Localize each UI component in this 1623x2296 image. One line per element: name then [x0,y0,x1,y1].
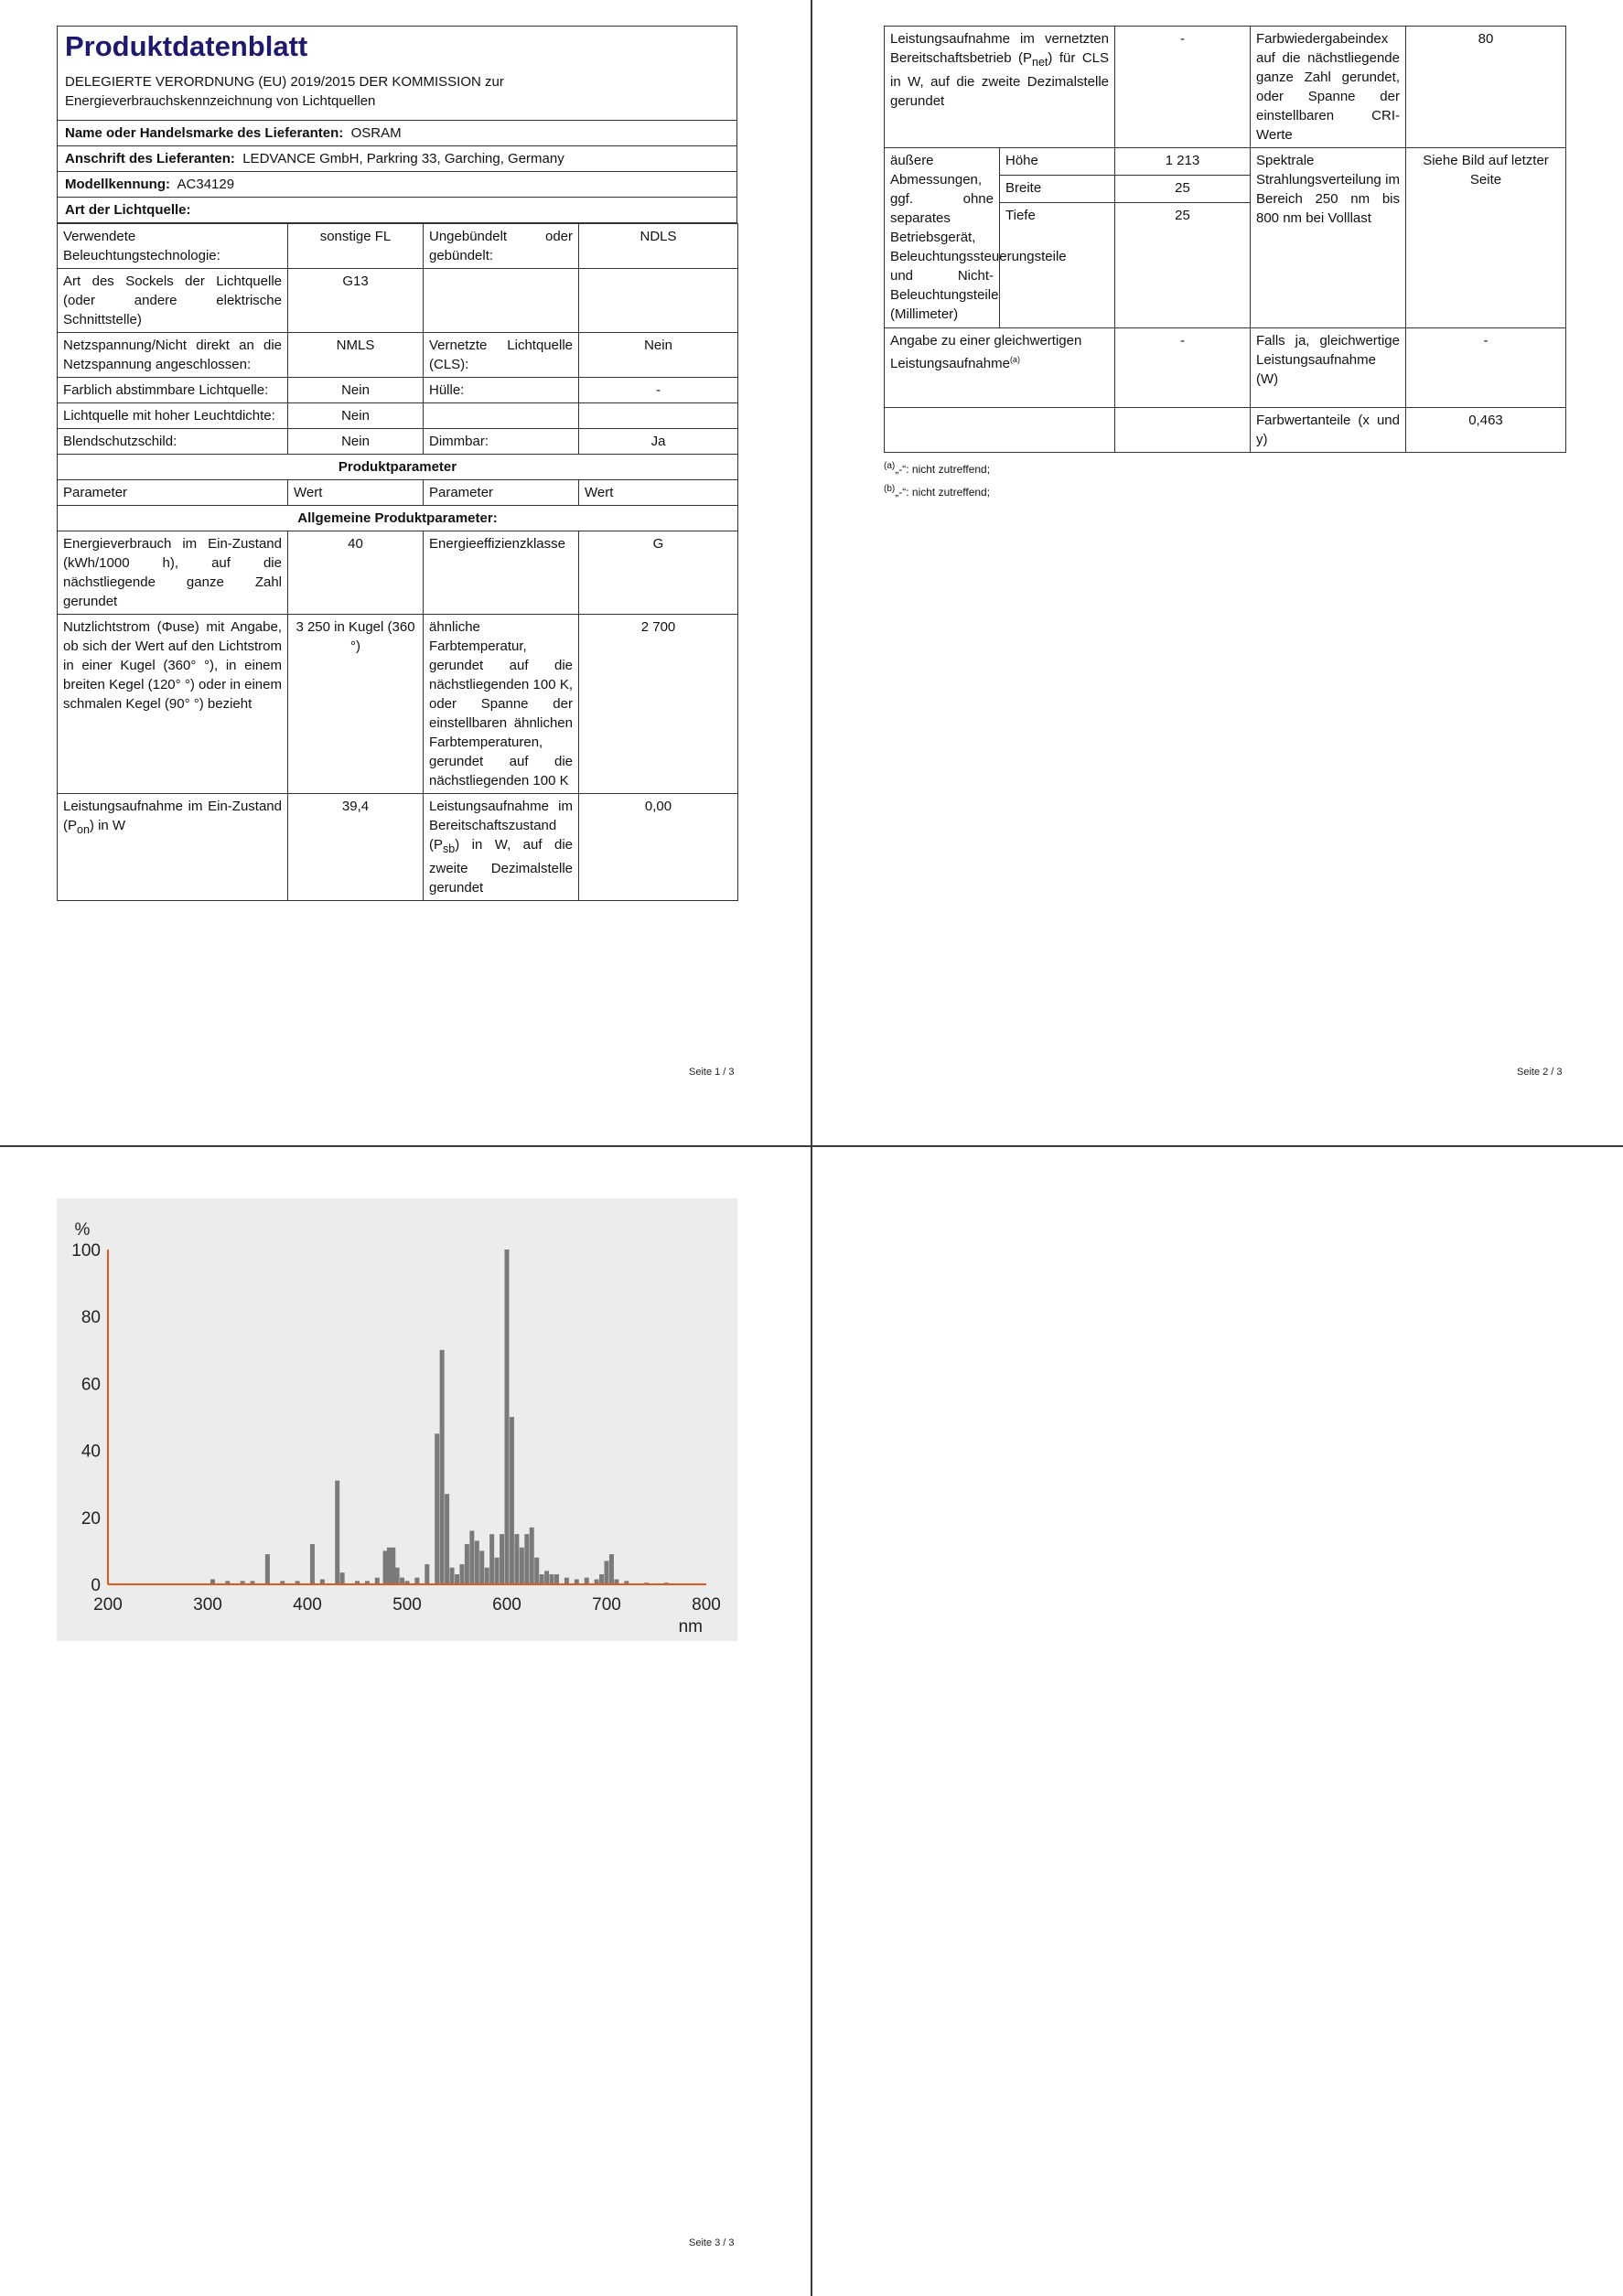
spectral-chart-svg [57,1198,737,1641]
spectrum-bar [544,1571,549,1584]
model-value: AC34129 [177,177,235,192]
value-cell: Nein [288,429,424,455]
table-row [58,455,738,480]
spectrum-bar [554,1574,559,1584]
if-yes-value: - [1406,328,1566,408]
column-header-value: Wert [579,480,738,506]
value-cell: Nein [579,333,738,378]
x-axis-label: nm [678,1617,703,1636]
value-cell: - [579,378,738,403]
spectrum-bar [505,1250,510,1584]
spectrum-bar [485,1568,489,1584]
spectrum-bar [564,1578,569,1584]
value-cell: G [579,531,738,615]
table-row [885,408,1566,453]
page-title: Produktdatenblatt [65,30,308,62]
supplier-address-value: LEDVANCE GmbH, Parkring 33, Garching, Germany [242,151,564,166]
value-cell [579,269,738,333]
empty-cell [885,408,1115,453]
spectrum-bar [550,1574,554,1584]
y-tick-label: 60 [81,1375,101,1395]
page-divider-vertical [811,0,812,2296]
cri-value: 80 [1406,27,1566,148]
param-cell: Blendschutzschild: [58,429,288,455]
width-label: Breite [1000,176,1115,203]
spectrum-bar [500,1534,504,1584]
spectrum-bar [387,1548,392,1584]
pnet-value: - [1115,27,1251,148]
depth-value: 25 [1115,203,1251,328]
param-cell: Energieeffizienzklasse [424,531,579,615]
page-number-3: Seite 3 / 3 [689,2237,735,2248]
param-cell: Verwendete Beleuchtungstechnologie: [58,224,288,269]
light-source-type-label: Art der Lichtquelle: [65,202,191,218]
page-number-2: Seite 2 / 3 [1517,1067,1563,1078]
y-tick-label: 100 [71,1241,101,1261]
x-tick-label: 400 [293,1595,322,1615]
param-cell: Nutzlichtstrom (Φuse) mit Angabe, ob sich der Wert auf den Lichtstrom in einer Kugel (360° °), in einem breiten Kegel (120° °) oder in einem schmalen Kegel (90° °) bezieht [58,615,288,794]
param-cell: Art des Sockels der Lichtquelle (oder andere elektrische Schnittstelle) [58,269,288,333]
spectrum-bar [400,1578,404,1584]
footnote-b: $^{(b)}$„-“: nicht zutreffend; [884,484,991,499]
value-cell: Nein [288,403,424,429]
subtitle-line-2: Energieverbrauchskennzeichnung von Lichtquellen [65,93,376,109]
page-1 [57,26,737,901]
value-cell: 2 700 [579,615,738,794]
table-row [885,148,1566,176]
spectral-chart [57,1198,737,1641]
value-cell: 3 250 in Kugel (360 °) [288,615,424,794]
spectrum-bar [489,1534,494,1584]
column-header-param: Parameter [424,480,579,506]
spectrum-bar [335,1481,339,1584]
spectrum-bar [510,1417,514,1584]
equiv-power-value: - [1115,328,1251,408]
light-source-type-table [57,223,738,901]
chroma-label: Farbwertanteile (x und y) [1251,408,1406,453]
spectrum-bar [605,1561,609,1584]
spectrum-bar [459,1564,464,1584]
height-value: 1 213 [1115,148,1251,176]
chroma-value: 0,463 [1406,408,1566,453]
spectrum-bar [440,1350,445,1584]
page2-table [884,26,1566,453]
power-standby-label: Leistungsaufnahme im Bereitschaftszustand $(P_{sb})$ in W, auf die zweite Dezimalstelle gerundet [424,794,579,901]
value-cell: sonstige FL [288,224,424,269]
spectral-value: Siehe Bild auf letzter Seite [1406,148,1566,328]
param-cell: ähnliche Farbtemperatur, gerundet auf die nächstliegenden 100 K, oder Spanne der einstellbaren ähnlichen Farbtemperaturen, gerundet auf die nächstliegenden 100 K [424,615,579,794]
model-label: Modellkennung: [65,177,170,192]
spectrum-bar [414,1578,419,1584]
spectrum-bar [395,1568,400,1584]
spectrum-bar [469,1530,474,1584]
pnet-label: Leistungsaufnahme im vernetzten Bereitschaftsbetrieb $(P_{net})$ für CLS in W, auf die zweite Dezimalstelle gerundet [885,27,1115,148]
spectrum-bar [524,1534,529,1584]
param-cell: Ungebündelt oder gebündelt: [424,224,579,269]
supplier-name-row [57,121,737,146]
table-header-row [58,480,738,506]
title-box [57,26,737,121]
spectrum-bar [599,1574,604,1584]
spectrum-bar [340,1572,345,1584]
param-cell: Farblich abstimmbare Lichtquelle: [58,378,288,403]
value-cell [579,403,738,429]
x-tick-label: 600 [492,1595,521,1615]
spectrum-bar [514,1534,519,1584]
spectrum-bar [495,1558,500,1584]
supplier-address-row [57,146,737,172]
page-number-1: Seite 1 / 3 [689,1067,735,1078]
y-tick-label: 40 [81,1442,101,1462]
width-value: 25 [1115,176,1251,203]
spectrum-bar [475,1540,479,1584]
spectrum-bar [479,1550,484,1584]
y-tick-label: 80 [81,1308,101,1328]
supplier-name-label: Name oder Handelsmarke des Lieferanten: [65,125,344,141]
footnote-a: $^{(a)}$„-“: nicht zutreffend; [884,461,991,476]
supplier-address-label: Anschrift des Lieferanten: [65,151,235,166]
spectrum-bar [540,1574,544,1584]
height-label: Höhe [1000,148,1115,176]
param-cell: Netzspannung/Nicht direkt an die Netzspannung angeschlossen: [58,333,288,378]
table-row [58,269,738,333]
table-row [58,403,738,429]
supplier-name-value: OSRAM [350,125,402,141]
spectrum-bar [425,1564,429,1584]
param-cell [424,403,579,429]
param-cell: Dimmbar: [424,429,579,455]
table-row [58,224,738,269]
general-params-header: Allgemeine Produktparameter: [58,506,738,531]
light-source-type-row [57,198,737,223]
equiv-power-label: Angabe zu einer gleichwertigen Leistungsaufnahme$^{(a)}$ [885,328,1115,408]
depth-label: Tiefe [1000,203,1115,328]
param-cell [424,269,579,333]
column-header-value: Wert [288,480,424,506]
spectrum-bar [609,1554,614,1584]
y-axis-label: % [74,1220,91,1239]
spectrum-bar [450,1568,455,1584]
table-row [58,333,738,378]
table-row [58,531,738,615]
column-header-param: Parameter [58,480,288,506]
cri-label: Farbwiedergabeindex auf die nächstliegende ganze Zahl gerundet, oder Spanne der einstellbaren CRI-Werte [1251,27,1406,148]
power-standby-value: 0,00 [579,794,738,901]
spectrum-bar [375,1578,380,1584]
spectrum-bar [585,1578,589,1584]
x-tick-label: 500 [392,1595,422,1615]
page-divider-horizontal [0,1145,1623,1147]
spectrum-bar [310,1544,315,1584]
param-cell: Hülle: [424,378,579,403]
value-cell: NMLS [288,333,424,378]
power-on-value: 39,4 [288,794,424,901]
power-on-label: Leistungsaufnahme im Ein-Zustand $(P_{on})$ in W [58,794,288,901]
value-cell: NDLS [579,224,738,269]
value-cell: Nein [288,378,424,403]
param-cell: Lichtquelle mit hoher Leuchtdichte: [58,403,288,429]
spectrum-bar [435,1433,439,1584]
if-yes-label: Falls ja, gleichwertige Leistungsaufnahme (W) [1251,328,1406,408]
x-tick-label: 300 [193,1595,222,1615]
spectrum-bar [445,1494,449,1584]
spectrum-bar [383,1550,388,1584]
table-row [885,27,1566,148]
param-cell: Energieverbrauch im Ein-Zustand (kWh/1000 h), auf die nächstliegende ganze Zahl gerundet [58,531,288,615]
table-row [885,328,1566,408]
page-2 [884,26,1565,502]
spectrum-bar [520,1548,524,1584]
dimensions-label: äußere Abmessungen, ggf. ohne separates Betriebsgerät, Beleuchtungssteuerungsteile und Nicht-Beleuchtungsteile (Millimeter) [885,148,1000,328]
param-cell: Vernetzte Lichtquelle (CLS): [424,333,579,378]
x-tick-label: 200 [93,1595,123,1615]
x-tick-label: 800 [692,1595,721,1615]
value-cell: G13 [288,269,424,333]
x-tick-label: 700 [592,1595,621,1615]
product-params-header: Produktparameter [58,455,738,480]
spectrum-bar [265,1554,270,1584]
spectrum-bar [455,1574,459,1584]
table-row [58,378,738,403]
table-row [58,615,738,794]
spectrum-bar [534,1558,539,1584]
spectrum-bar [530,1528,534,1584]
table-row [58,429,738,455]
subtitle-line-1: DELEGIERTE VERORDNUNG (EU) 2019/2015 DER KOMMISSION zur [65,74,504,90]
spectrum-bar [465,1544,469,1584]
table-row [58,794,738,901]
spectrum-bar [391,1548,395,1584]
spectral-label: Spektrale Strahlungsverteilung im Bereich 250 nm bis 800 nm bei Volllast [1251,148,1406,328]
y-tick-label: 20 [81,1508,101,1529]
y-tick-label: 0 [91,1576,101,1595]
model-row [57,172,737,198]
value-cell: Ja [579,429,738,455]
empty-cell [1115,408,1251,453]
value-cell: 40 [288,531,424,615]
table-row [58,506,738,531]
